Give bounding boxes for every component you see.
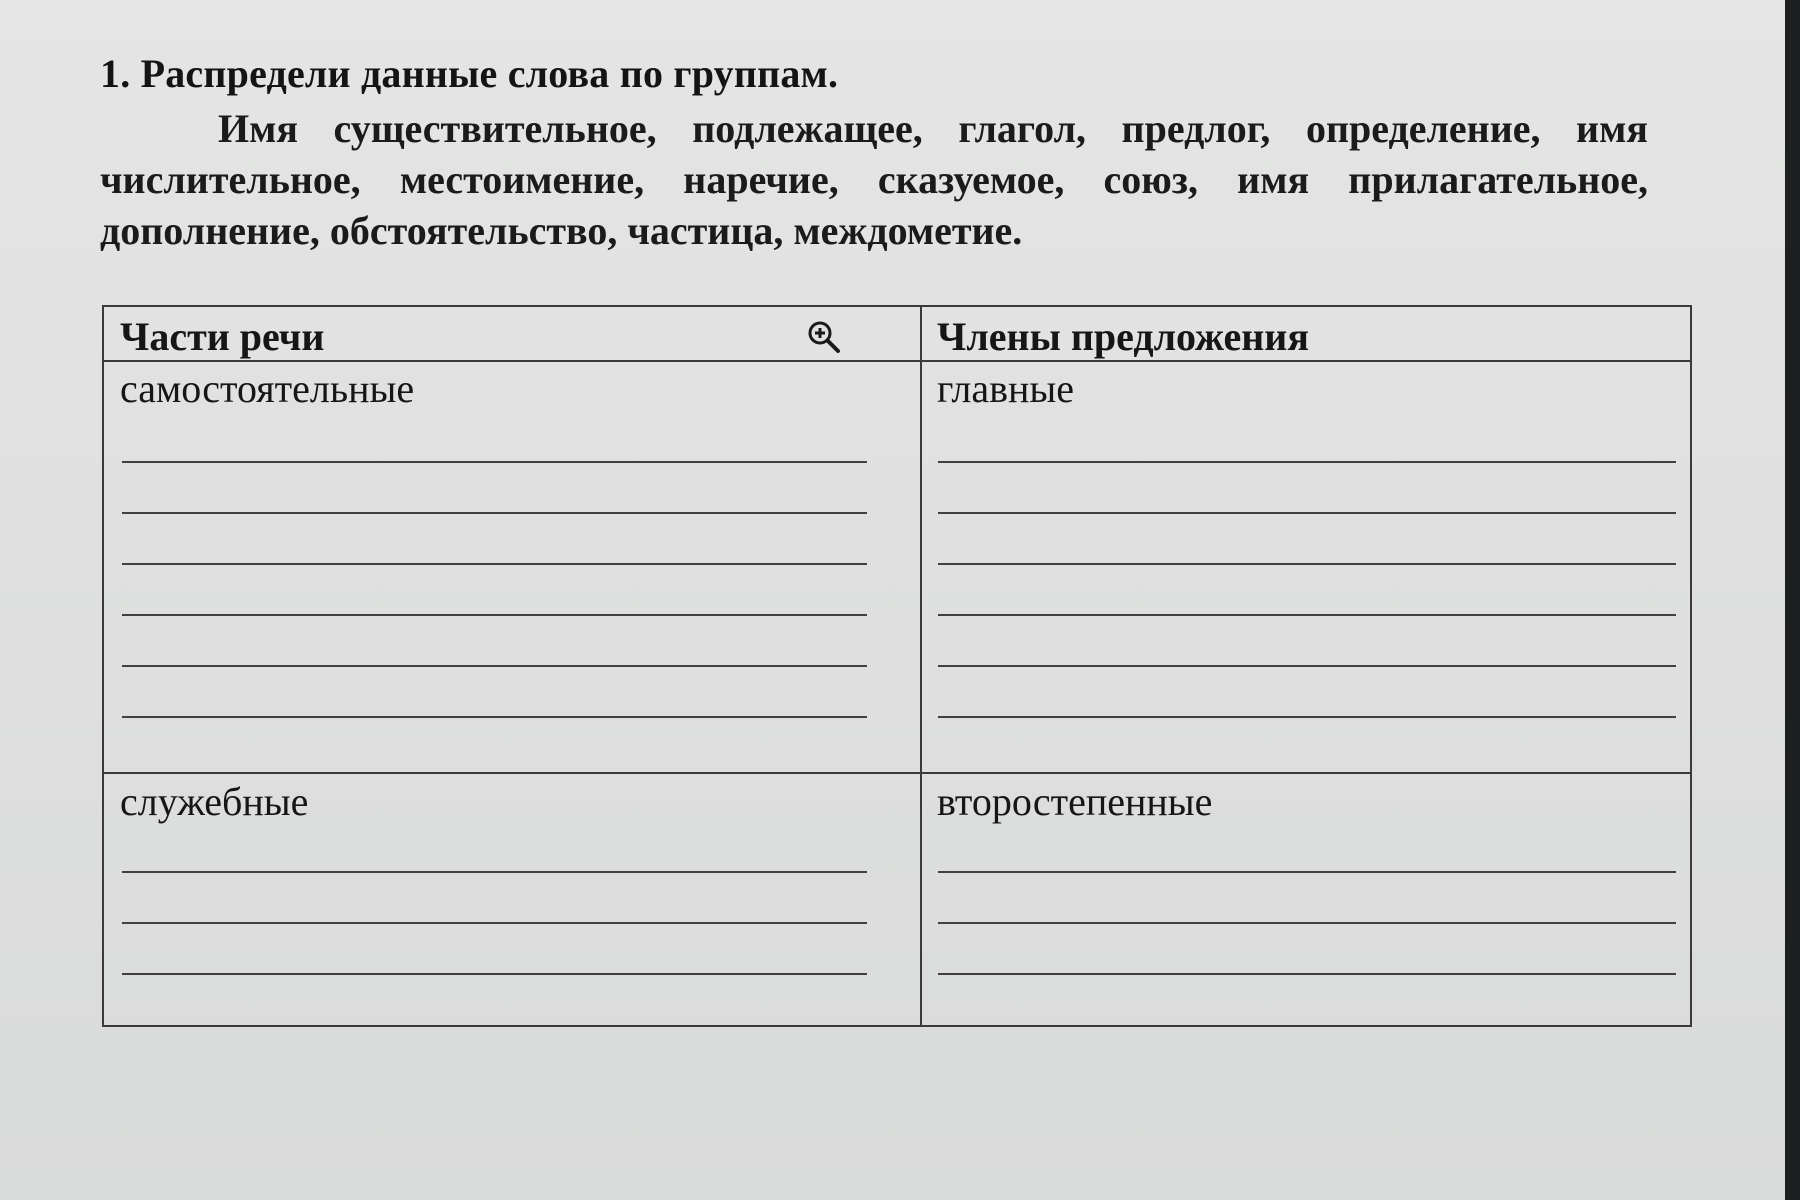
label-independent: самостоятельные <box>120 366 415 411</box>
answer-line-top-right-4[interactable] <box>938 614 1676 616</box>
label-secondary-members: второстепенные <box>937 779 1213 824</box>
answer-line-bottom-left-3[interactable] <box>122 973 867 975</box>
label-main-members: главные <box>937 366 1075 411</box>
answer-line-bottom-left-1[interactable] <box>122 871 867 873</box>
label-auxiliary: служебные <box>120 779 309 824</box>
zoom-in-icon[interactable] <box>806 319 842 355</box>
answer-line-top-right-5[interactable] <box>938 665 1676 667</box>
answer-line-top-right-3[interactable] <box>938 563 1676 565</box>
monitor-bezel <box>1785 0 1800 1200</box>
answer-line-top-right-1[interactable] <box>938 461 1676 463</box>
answer-line-top-left-3[interactable] <box>122 563 867 565</box>
header-sentence-members: Члены предложения <box>937 314 1309 359</box>
answer-line-bottom-right-1[interactable] <box>938 871 1676 873</box>
answer-line-top-left-1[interactable] <box>122 461 867 463</box>
answer-line-top-left-2[interactable] <box>122 512 867 514</box>
header-parts-of-speech: Части речи <box>120 314 325 359</box>
column-divider <box>920 307 922 1025</box>
word-list: Имя существительное, подлежащее, глагол, предлог, определение, имя числительное, местоимение, наречие, сказуемое, союз, имя прилагательное, дополнение, обстоятельство, частица, междометие. <box>100 106 1648 253</box>
answer-line-bottom-left-2[interactable] <box>122 922 867 924</box>
answer-line-top-right-6[interactable] <box>938 716 1676 718</box>
answer-line-top-left-5[interactable] <box>122 665 867 667</box>
answer-line-bottom-right-3[interactable] <box>938 973 1676 975</box>
answer-line-top-right-2[interactable] <box>938 512 1676 514</box>
answer-line-top-left-6[interactable] <box>122 716 867 718</box>
header-divider <box>104 360 1690 362</box>
answer-line-bottom-right-2[interactable] <box>938 922 1676 924</box>
task-title: 1. Распредели данные слова по группам. <box>100 51 839 96</box>
answer-table <box>102 305 1692 1027</box>
section-divider <box>104 772 1690 774</box>
answer-line-top-left-4[interactable] <box>122 614 867 616</box>
